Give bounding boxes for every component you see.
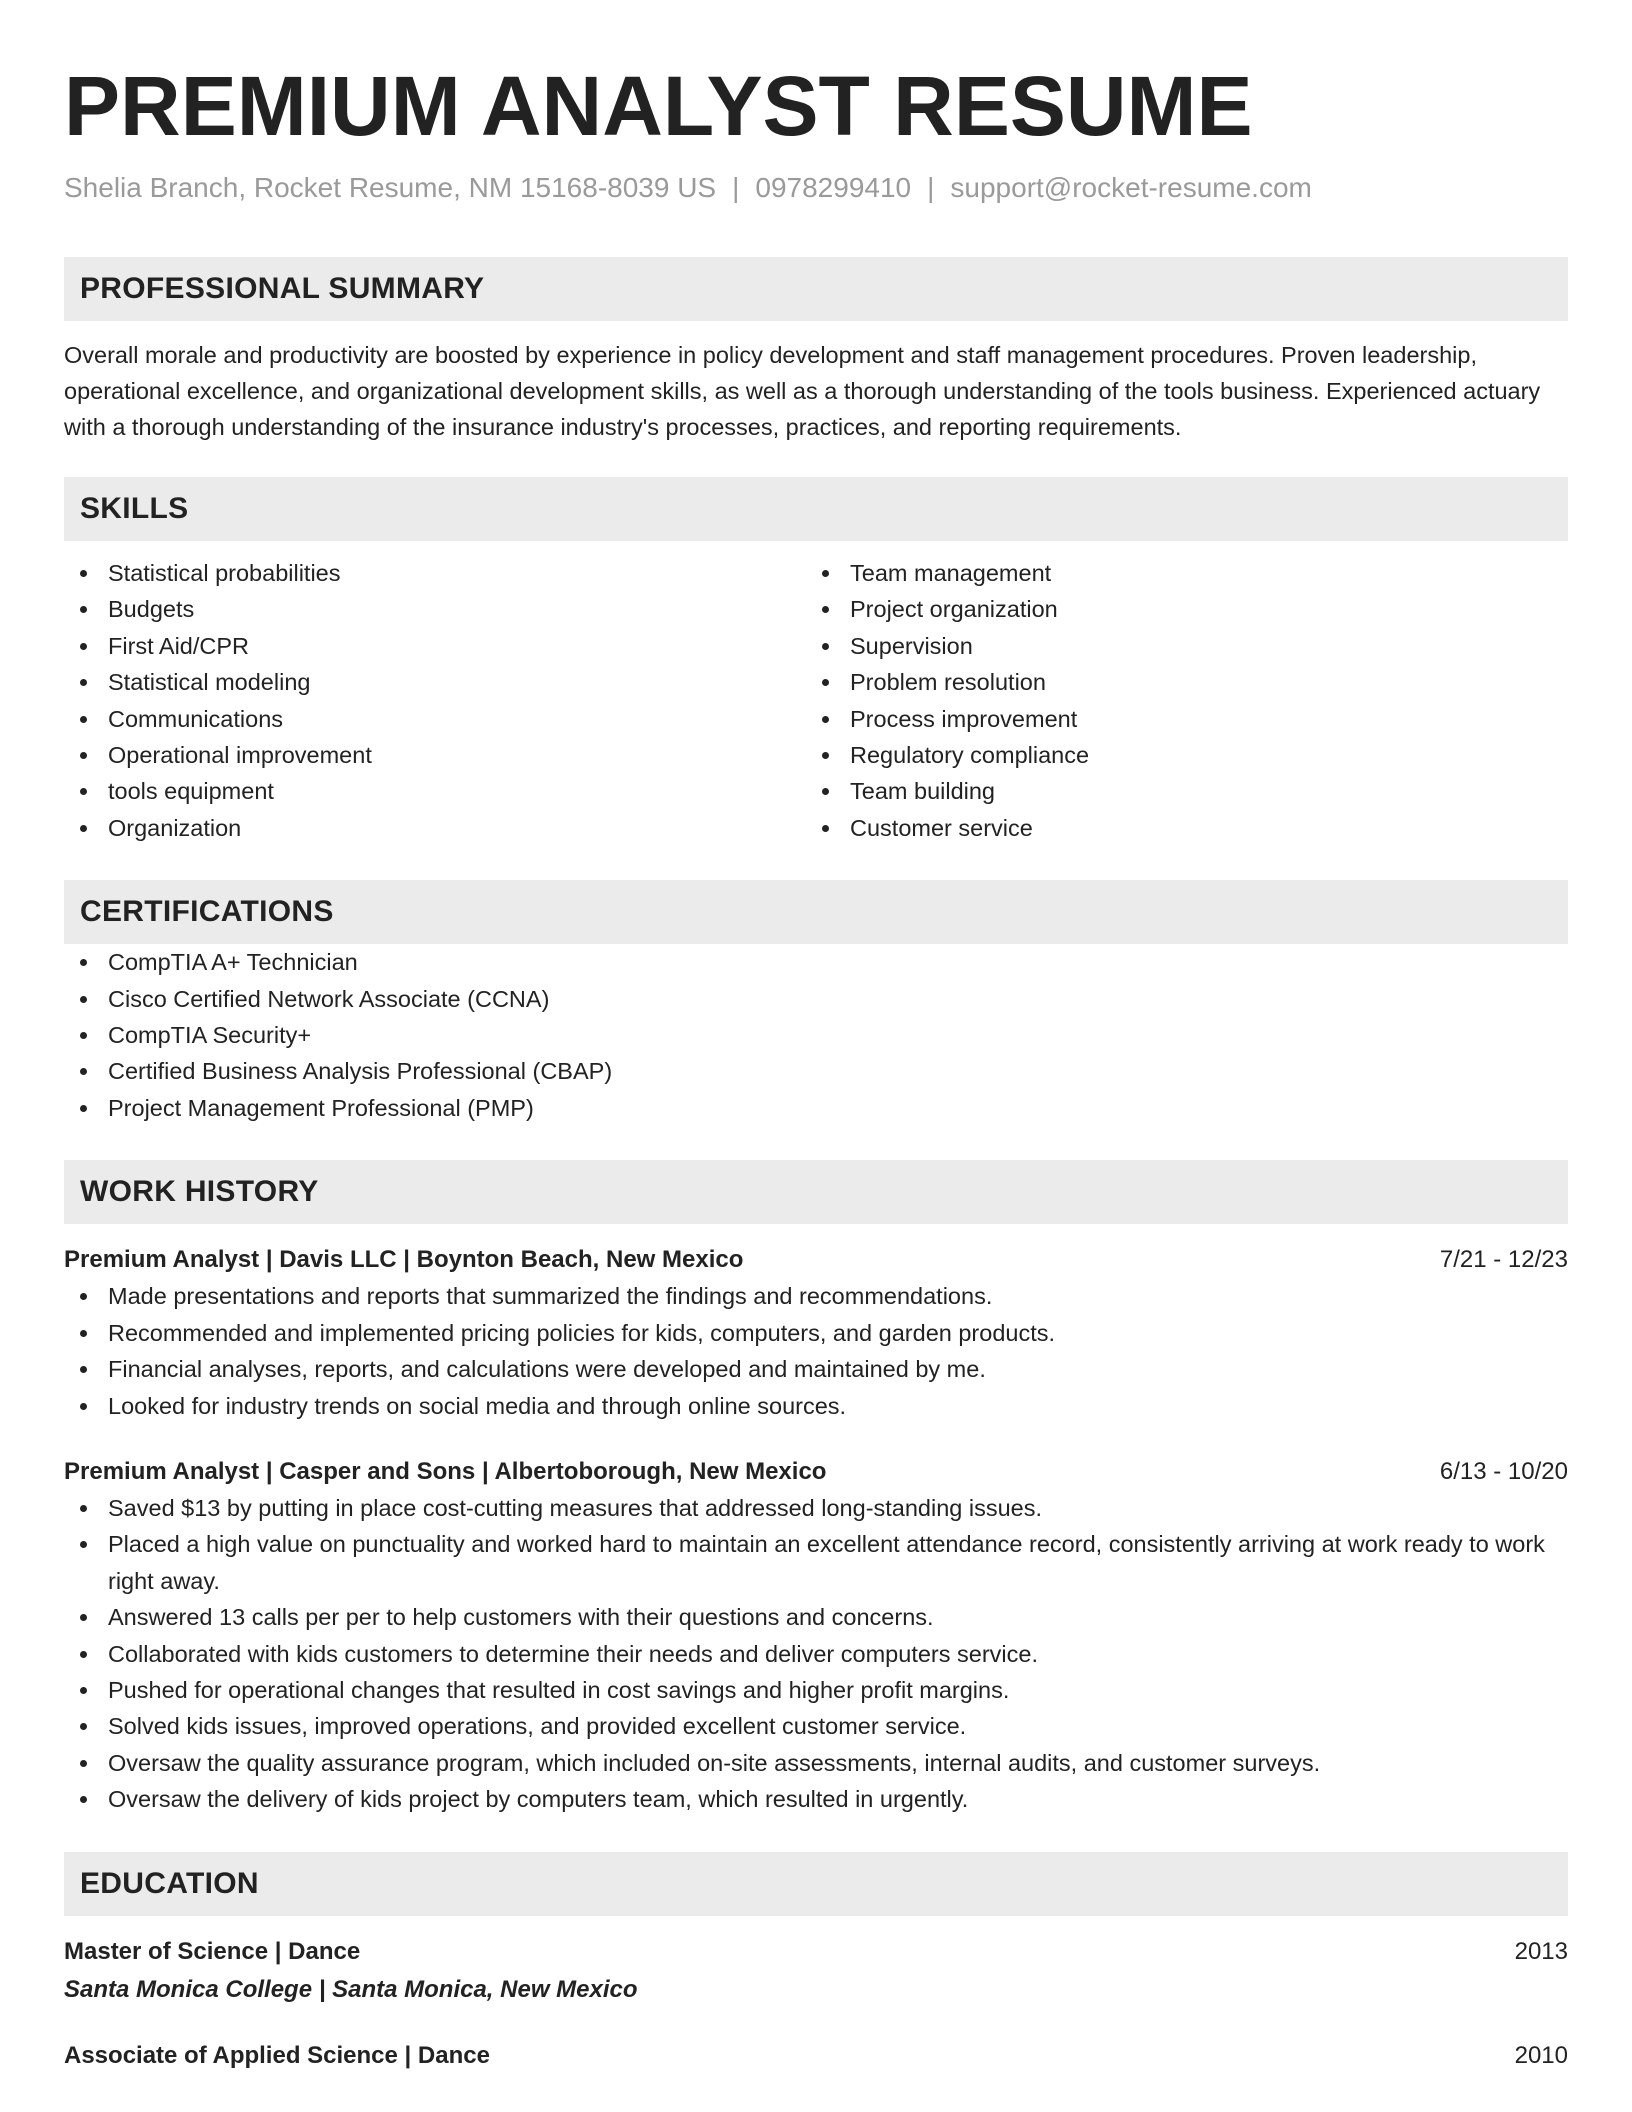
job-title: Premium Analyst | Casper and Sons | Albertoborough, New Mexico	[64, 1457, 827, 1485]
job-duty: Oversaw the delivery of kids project by computers team, which resulted in urgently.	[64, 1781, 1568, 1817]
contact-separator: |	[927, 172, 935, 203]
contact-email: support@rocket-resume.com	[950, 172, 1312, 203]
skills-list-right	[806, 555, 1548, 846]
job-duty: Recommended and implemented pricing policies for kids, computers, and garden products.	[64, 1315, 1568, 1351]
job-duty: Collaborated with kids customers to determine their needs and deliver computers service.	[64, 1636, 1568, 1672]
skill-item: Communications	[64, 701, 806, 737]
job-header	[64, 1454, 1568, 1490]
contact-separator: |	[732, 172, 740, 203]
certifications-heading: CERTIFICATIONS	[64, 880, 1568, 944]
job-duties-list	[64, 1278, 1568, 1424]
job-duties-list	[64, 1490, 1568, 1818]
job-header	[64, 1242, 1568, 1278]
job-duty: Financial analyses, reports, and calculations were developed and maintained by me.	[64, 1351, 1568, 1387]
skill-item: Operational improvement	[64, 737, 806, 773]
education-heading: EDUCATION	[64, 1852, 1568, 1916]
job-dates: 7/21 - 12/23	[1439, 1246, 1568, 1274]
skill-item: Customer service	[806, 810, 1548, 846]
skill-item: Process improvement	[806, 701, 1548, 737]
skills-list-left	[64, 555, 806, 846]
job-duty: Solved kids issues, improved operations, and provided excellent customer service.	[64, 1708, 1568, 1744]
certification-item: CompTIA A+ Technician	[64, 944, 1568, 980]
job-duty: Placed a high value on punctuality and worked hard to maintain an excellent attendance record, consistently arriving at work ready to work right away.	[64, 1526, 1568, 1599]
job-duty: Saved $13 by putting in place cost-cutting measures that addressed long-standing issues.	[64, 1490, 1568, 1526]
summary-heading: PROFESSIONAL SUMMARY	[64, 257, 1568, 321]
job-dates: 6/13 - 10/20	[1439, 1457, 1568, 1485]
certifications-list	[64, 944, 1568, 1126]
job-entry	[64, 1454, 1568, 1818]
contact-address: Shelia Branch, Rocket Resume, NM 15168-8039 US	[64, 172, 717, 203]
certification-item: Certified Business Analysis Professional (CBAP)	[64, 1053, 1568, 1089]
job-duty: Answered 13 calls per per to help customers with their questions and concerns.	[64, 1599, 1568, 1635]
contact-phone: 0978299410	[755, 172, 912, 203]
skill-item: Project organization	[806, 591, 1548, 627]
contact-line	[64, 170, 1568, 206]
skill-item: Team building	[806, 773, 1548, 809]
skills-heading: SKILLS	[64, 477, 1568, 541]
work-history-heading: WORK HISTORY	[64, 1160, 1568, 1224]
education-year: 2013	[1514, 1937, 1568, 1965]
job-duty: Oversaw the quality assurance program, which included on-site assessments, internal audits, and customer surveys.	[64, 1745, 1568, 1781]
skill-item: Team management	[806, 555, 1548, 591]
skill-item: Problem resolution	[806, 664, 1548, 700]
certification-item: Project Management Professional (PMP)	[64, 1090, 1568, 1126]
certification-item: CompTIA Security+	[64, 1017, 1568, 1053]
education-entry	[64, 2038, 1568, 2074]
skill-item: First Aid/CPR	[64, 628, 806, 664]
certification-item: Cisco Certified Network Associate (CCNA)	[64, 981, 1568, 1017]
job-duty: Pushed for operational changes that resulted in cost savings and higher profit margins.	[64, 1672, 1568, 1708]
resume-page	[64, 0, 1568, 2074]
skill-item: Organization	[64, 810, 806, 846]
education-header	[64, 2038, 1568, 2074]
skill-item: Budgets	[64, 591, 806, 627]
skill-item: Regulatory compliance	[806, 737, 1548, 773]
education-entry	[64, 1934, 1568, 2010]
job-title: Premium Analyst | Davis LLC | Boynton Beach, New Mexico	[64, 1246, 744, 1274]
education-degree: Master of Science | Dance	[64, 1937, 361, 1965]
education-header	[64, 1934, 1568, 1970]
skills-columns	[64, 555, 1568, 846]
skill-item: Supervision	[806, 628, 1548, 664]
job-entry	[64, 1242, 1568, 1424]
skill-item: tools equipment	[64, 773, 806, 809]
education-school: Santa Monica College | Santa Monica, New Mexico	[64, 1975, 638, 2003]
resume-title: PREMIUM ANALYST RESUME	[64, 59, 1253, 153]
job-duty: Made presentations and reports that summarized the findings and recommendations.	[64, 1278, 1568, 1314]
skill-item: Statistical probabilities	[64, 555, 806, 591]
job-duty: Looked for industry trends on social media and through online sources.	[64, 1388, 1568, 1424]
education-year: 2010	[1514, 2041, 1568, 2069]
skill-item: Statistical modeling	[64, 664, 806, 700]
summary-text: Overall morale and productivity are boosted by experience in policy development and staff management procedures. Proven leadership, operational excellence, and organizational development skills, as well as a thorough understanding of the tools business. Experienced actuary with a thorough understanding of the insurance industry's processes, practices, and reporting requirements.	[64, 342, 1541, 440]
education-degree: Associate of Applied Science | Dance	[64, 2041, 490, 2069]
